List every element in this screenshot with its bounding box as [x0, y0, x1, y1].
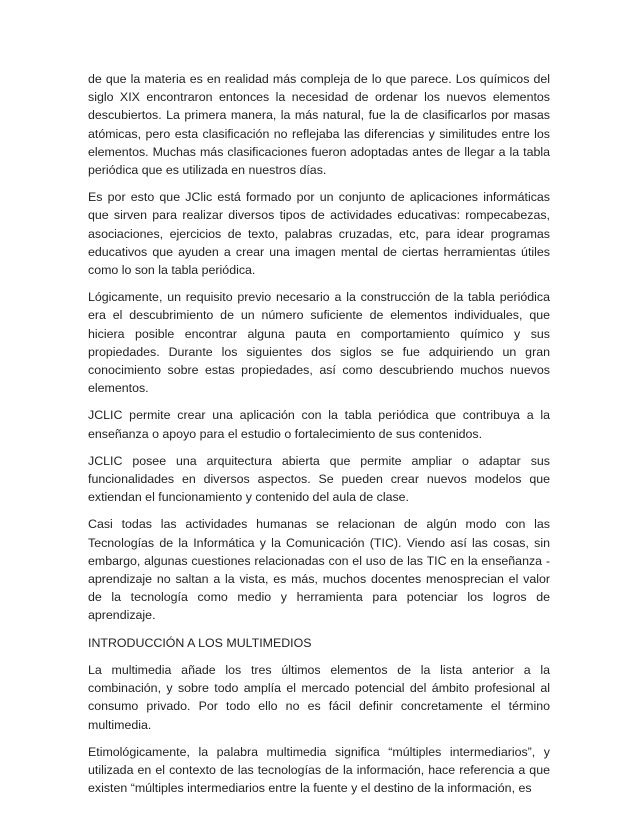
paragraph-5: JCLIC posee una arquitectura abierta que permite ampliar o adaptar sus funcionalidades en diversos aspectos. Se pueden crear nuevos modelos que extiendan el funcionamiento y contenido del aula de clase. [88, 453, 550, 505]
paragraph-8: Etimológicamente, la palabra multimedia significa “múltiples intermediarios”, y utilizada en el contexto de las tecnologías de la información, hace referencia a que existen “múltiples intermediarios entre la fuente y el destino de la información, es [88, 744, 550, 796]
paragraph-4: JCLIC permite crear una aplicación con la tabla periódica que contribuya a la enseñanza o apoyo para el estudio o fortalecimiento de sus contenidos. [88, 408, 550, 441]
paragraph-6: Casi todas las actividades humanas se relacionan de algún modo con las Tecnologías de la Informática y la Comunicación (TIC). Viendo así las cosas, sin embargo, algunas cuestiones relacionadas con el uso de las TIC en la enseñanza - aprendizaje no saltan a la vista, es más, muchos docentes menosprecian el valor de la tecnología como medio y herramienta para potenciar los logros de aprendizaje. [88, 517, 550, 623]
paragraph-1: de que la materia es en realidad más compleja de lo que parece. Los químicos del siglo XIX encontraron entonces la necesidad de ordenar los nuevos elementos descubiertos. La primera manera, la más natural, fue la de clasificarlos por masas atómicas, pero esta clasificación no reflejaba las diferencias y similitudes entre los elementos. Muchas más clasificaciones fueron adoptadas antes de llegar a la tabla periódica que es utilizada en nuestros días. [88, 72, 550, 178]
document-body [88, 70, 550, 806]
section-heading: INTRODUCCIÓN A LOS MULTIMEDIOS [88, 635, 312, 650]
paragraph-2: Es por esto que JClic está formado por un conjunto de aplicaciones informáticas que sirven para realizar diversos tipos de actividades educativas: rompecabezas, asociaciones, ejercicios de texto, palabras cruzadas, etc, para idear programas educativos que ayuden a crear una imagen mental de ciertas herramientas útiles como lo son la tabla periódica. [88, 190, 550, 278]
paragraph-7: La multimedia añade los tres últimos elementos de la lista anterior a la combinación, y sobre todo amplía el mercado potencial del ámbito profesional al consumo privado. Por todo ello no es fácil definir concretamente el término multimedia. [88, 662, 550, 732]
paragraph-3: Lógicamente, un requisito previo necesario a la construcción de la tabla periódica era el descubrimiento de un número suficiente de elementos individuales, que hiciera posible encontrar alguna pauta en comportamiento químico y sus propiedades. Durante los siguientes dos siglos se fue adquiriendo un gran conocimiento sobre estas propiedades, así como descubriendo muchos nuevos elementos. [88, 290, 550, 396]
